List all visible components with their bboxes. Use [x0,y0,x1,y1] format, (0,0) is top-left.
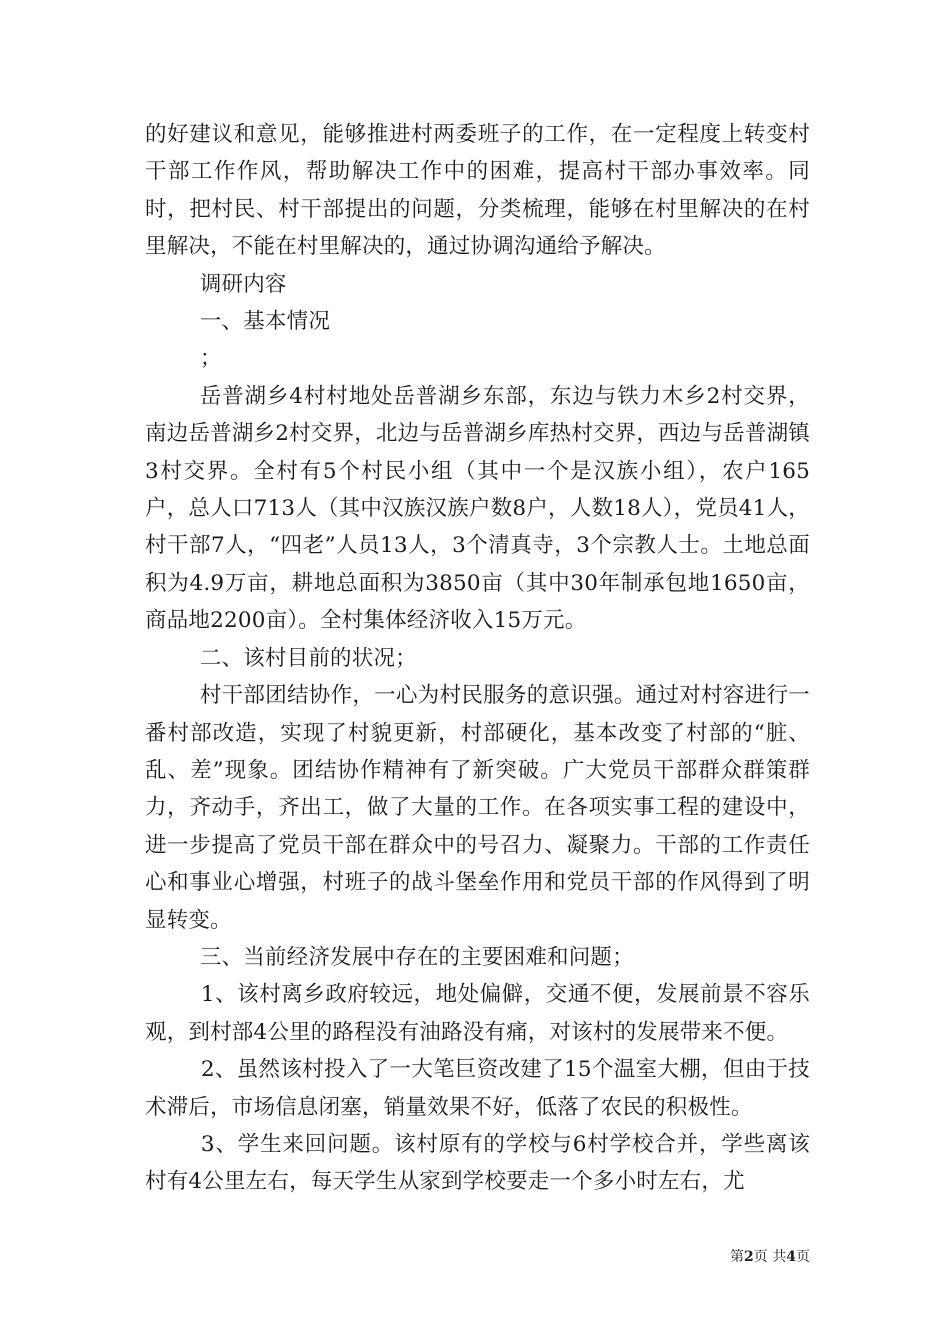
page-number-footer [0,1246,810,1266]
paragraph-cadre-cooperation: 村干部团结协作，一心为村民服务的意识强。通过对村容进行一番村部改造，实现了村貌更新，村部硬化，基本改变了村部的“脏、乱、差”现象。团结协作精神有了新突破。广大党员干部群众群策群力，齐动手，齐出工，做了大量的工作。在各项实事工程的建设中，进一步提高了党员干部在群众中的号召力、凝聚力。干部的工作责任心和事业心增强，村班子的战斗堡垒作用和党员干部的作风得到了明显转变。 [145,683,810,933]
list-item-students: 3、学生来回问题。该村原有的学校与6村学校合并，学些离该村有4公里左右，每天学生从家到学校要走一个多小时左右，尤 [145,1131,810,1195]
heading-main-difficulties: 三、当前经济发展中存在的主要困难和问题； [199,944,634,970]
list-item-greenhouses: 2、虽然该村投入了一大笔巨资改建了15个温室大棚，但由于技术滞后，市场信息闭塞，销量效果不好，低落了农民的积极性。 [145,1057,810,1120]
section-title-research-content: 调研内容 [199,271,287,297]
footer-prefix: 第 [730,1249,745,1265]
heading-basic-situation: 一、基本情况 [199,309,331,335]
current-page-number: 2 [744,1249,754,1265]
paragraph-village-overview: 岳普湖乡4村村地处岳普湖乡东部，东边与铁力木乡2村交界，南边岳普湖乡2村交界，北边与岳普湖乡库热村交界，西边与岳普湖镇3村交界。全村有5个村民小组（其中一个是汉族小组），农户165户，总人口713人（其中汉族汉族户数8户，人数18人），党员41人，村干部7人，“四老”人员13人，3个清真寺，3个宗教人士。土地总面积为4.9万亩，耕地总面积为3850亩（其中30年制承包地1650亩，商品地2200亩）。全村集体经济收入15万元。 [145,383,810,634]
total-page-number: 4 [786,1249,796,1265]
stray-semicolon: ； [199,346,222,372]
heading-current-status: 二、该村目前的状况； [199,645,417,671]
document-body [145,116,810,1201]
list-item-transport: 1、该村离乡政府较远，地处偏僻，交通不便，发展前景不容乐观，到村部4公里的路程没有油路没有痛，对该村的发展带来不便。 [145,982,810,1045]
footer-middle: 页 共 [753,1249,787,1265]
paragraph-continuation: 的好建议和意见，能够推进村两委班子的工作，在一定程度上转变村干部工作作风，帮助解决工作中的困难，提高村干部办事效率。同时，把村民、村干部提出的问题，分类梳理，能够在村里解决的在村里解决，不能在村里解决的，通过协调沟通给予解决。 [145,122,810,260]
footer-suffix: 页 [796,1249,810,1265]
